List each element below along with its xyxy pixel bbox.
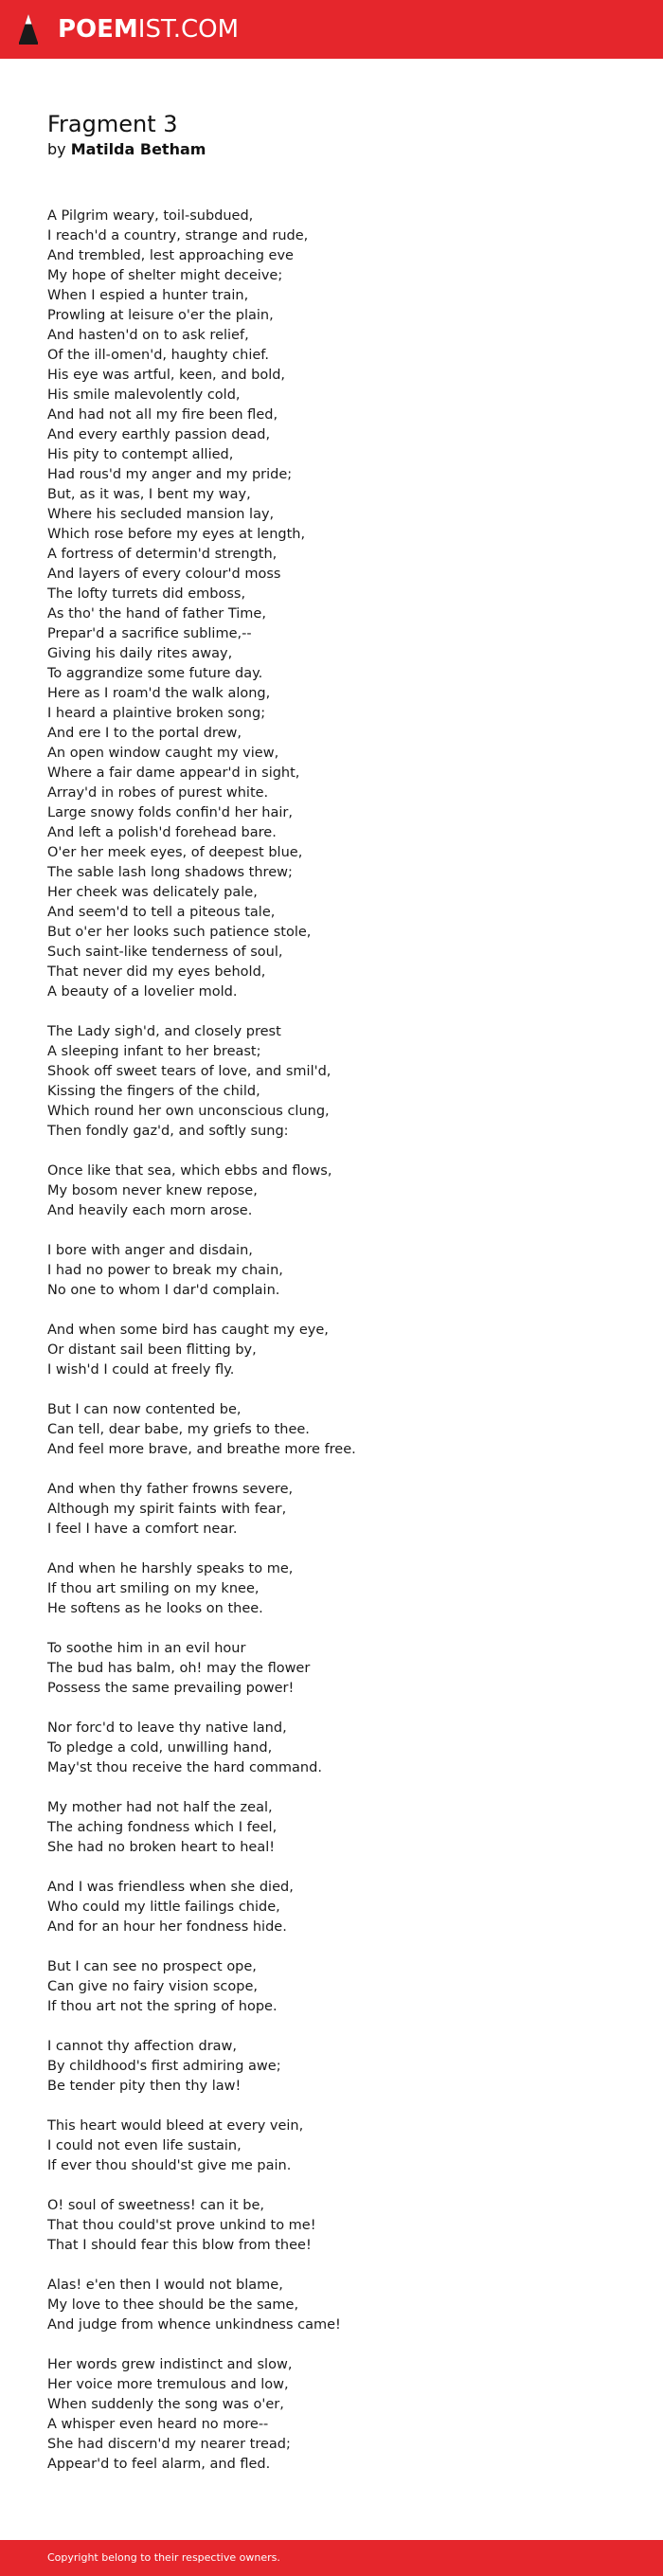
stanza bbox=[47, 1400, 635, 1460]
poem-line: A sleeping infant to her breast; bbox=[47, 1044, 261, 1059]
poem-line: And layers of every colour'd moss bbox=[47, 567, 281, 582]
poem-line: Array'd in robes of purest white. bbox=[47, 785, 269, 801]
stanza-gap bbox=[47, 1858, 635, 1878]
poem-line: And for an hour her fondness hide. bbox=[47, 1919, 287, 1935]
logo-light-text: IST.COM bbox=[137, 15, 240, 44]
poem-line: Giving his daily rites away, bbox=[47, 646, 233, 661]
poem-line: By childhood's first admiring awe; bbox=[47, 2059, 281, 2074]
byline bbox=[47, 140, 206, 159]
stanza-gap bbox=[47, 1778, 635, 1798]
stanza bbox=[47, 2037, 635, 2097]
poem-line: The aching fondness which I feel, bbox=[47, 1820, 278, 1835]
poem-line: If thou art smiling on my knee, bbox=[47, 1581, 260, 1596]
stanza-gap bbox=[47, 1221, 635, 1241]
stanza bbox=[47, 1719, 635, 1778]
poem-line: Her voice more tremulous and low, bbox=[47, 2377, 289, 2392]
stanza bbox=[47, 1559, 635, 1619]
poem-line: O! soul of sweetness! can it be, bbox=[47, 2198, 264, 2213]
site-logo[interactable] bbox=[58, 15, 239, 44]
poem-line: Can tell, dear babe, my griefs to thee. bbox=[47, 1422, 310, 1437]
site-header bbox=[0, 0, 663, 59]
poem-line: She had no broken heart to heal! bbox=[47, 1840, 276, 1855]
poem-line: A whisper even heard no more-- bbox=[47, 2417, 269, 2432]
stanza-gap bbox=[47, 1699, 635, 1719]
stanza-gap bbox=[47, 2335, 635, 2355]
poem-line: His smile malevolently cold, bbox=[47, 387, 241, 403]
stanza bbox=[47, 1022, 635, 1142]
by-label: by bbox=[47, 140, 66, 158]
poem-line: That never did my eyes behold, bbox=[47, 964, 266, 980]
stanza-gap bbox=[47, 1540, 635, 1559]
poem-line: And I was friendless when she died, bbox=[47, 1880, 294, 1895]
poem-line: The Lady sigh'd, and closely prest bbox=[47, 1024, 281, 1039]
poem-line: The lofty turrets did emboss, bbox=[47, 586, 246, 602]
poem-line: And when some bird has caught my eye, bbox=[47, 1323, 329, 1338]
poem-line: I reach'd a country, strange and rude, bbox=[47, 228, 309, 243]
poem-line: My bosom never knew repose, bbox=[47, 1183, 258, 1198]
poem-line: And had not all my fire been fled, bbox=[47, 407, 278, 423]
poem-line: And feel more brave, and breathe more free. bbox=[47, 1442, 356, 1457]
poem-line: I heard a plaintive broken song; bbox=[47, 706, 266, 721]
stanza-gap bbox=[47, 2097, 635, 2117]
stanza-gap bbox=[47, 1619, 635, 1639]
pencil-tip-icon[interactable] bbox=[17, 12, 40, 46]
poem-line: When suddenly the song was o'er, bbox=[47, 2397, 284, 2412]
poem-line: Which round her own unconscious clung, bbox=[47, 1104, 330, 1119]
poem-line: Can give no fairy vision scope, bbox=[47, 1979, 258, 1994]
poem-line: If ever thou should'st give me pain. bbox=[47, 2158, 292, 2173]
stanza bbox=[47, 1957, 635, 2017]
poem-line: But I can see no prospect ope, bbox=[47, 1959, 257, 1974]
poem-line: But o'er her looks such patience stole, bbox=[47, 925, 312, 940]
poem-line: Shook off sweet tears of love, and smil'd, bbox=[47, 1064, 332, 1079]
poem-line: When I espied a hunter train, bbox=[47, 288, 249, 303]
poem-line: Of the ill-omen'd, haughty chief. bbox=[47, 348, 269, 363]
poem-line: And when thy father frowns severe, bbox=[47, 1482, 294, 1497]
author-name[interactable]: Matilda Betham bbox=[70, 140, 206, 158]
stanza-gap bbox=[47, 2176, 635, 2196]
poem-line: I feel I have a comfort near. bbox=[47, 1522, 238, 1537]
poem-line: Large snowy folds confin'd her hair, bbox=[47, 805, 293, 820]
poem-line: A fortress of determin'd strength, bbox=[47, 547, 278, 562]
stanza bbox=[47, 1878, 635, 1937]
poem-line: And hasten'd on to ask relief, bbox=[47, 328, 249, 343]
poem-line: But, as it was, I bent my way, bbox=[47, 487, 251, 502]
poem-line: Nor forc'd to leave thy native land, bbox=[47, 1720, 287, 1736]
poem-line: He softens as he looks on thee. bbox=[47, 1601, 263, 1616]
stanza bbox=[47, 2355, 635, 2475]
poem-line: The sable lash long shadows threw; bbox=[47, 865, 293, 880]
poem-line: If thou art not the spring of hope. bbox=[47, 1999, 278, 2014]
stanza bbox=[47, 1639, 635, 1699]
poem-line: The bud has balm, oh! may the flower bbox=[47, 1661, 311, 1676]
stanza bbox=[47, 2117, 635, 2176]
poem-line: She had discern'd my nearer tread; bbox=[47, 2437, 291, 2452]
poem-line: Once like that sea, which ebbs and flows, bbox=[47, 1163, 332, 1179]
poem-line: Where a fair dame appear'd in sight, bbox=[47, 766, 300, 781]
poem-line: Although my spirit faints with fear, bbox=[47, 1502, 287, 1517]
stanza bbox=[47, 1241, 635, 1301]
poem-line: I cannot thy affection draw, bbox=[47, 2039, 238, 2054]
poem-line: Her words grew indistinct and slow, bbox=[47, 2357, 293, 2372]
poem-line: That thou could'st prove unkind to me! bbox=[47, 2218, 316, 2233]
logo-bold-text: POEM bbox=[58, 15, 138, 44]
poem-line: I wish'd I could at freely fly. bbox=[47, 1362, 235, 1378]
poem-line: I could not even life sustain, bbox=[47, 2138, 242, 2153]
stanza-gap bbox=[47, 1142, 635, 1162]
stanza-gap bbox=[47, 1301, 635, 1321]
poem-line: And judge from whence unkindness came! bbox=[47, 2317, 341, 2333]
stanza-gap bbox=[47, 2017, 635, 2037]
poem-line: May'st thou receive the hard command. bbox=[47, 1760, 322, 1775]
poem-line: To pledge a cold, unwilling hand, bbox=[47, 1740, 273, 1756]
poem-line: And trembled, lest approaching eve bbox=[47, 248, 294, 263]
stanza bbox=[47, 1321, 635, 1380]
poem-line: Possess the same prevailing power! bbox=[47, 1681, 295, 1696]
stanza-gap bbox=[47, 1460, 635, 1480]
poem-line: Prepar'd a sacrifice sublime,-- bbox=[47, 626, 252, 641]
poem-line: I bore with anger and disdain, bbox=[47, 1243, 253, 1258]
poem-line: My mother had not half the zeal, bbox=[47, 1800, 273, 1815]
poem-line: Or distant sail been flitting by, bbox=[47, 1342, 257, 1358]
poem-line: Her cheek was delicately pale, bbox=[47, 885, 258, 900]
poem-line: And ere I to the portal drew, bbox=[47, 726, 242, 741]
poem-line: Which rose before my eyes at length, bbox=[47, 527, 306, 542]
poem-line: And heavily each morn arose. bbox=[47, 1203, 253, 1218]
poem-line: As tho' the hand of father Time, bbox=[47, 606, 266, 621]
poem-line: Where his secluded mansion lay, bbox=[47, 507, 275, 522]
poem-title: Fragment 3 bbox=[47, 111, 178, 137]
poem-line: Had rous'd my anger and my pride; bbox=[47, 467, 293, 482]
stanza bbox=[47, 1480, 635, 1540]
poem-line: Be tender pity then thy law! bbox=[47, 2079, 242, 2094]
poem-line: Here as I roam'd the walk along, bbox=[47, 686, 271, 701]
poem-line: Who could my little failings chide, bbox=[47, 1900, 280, 1915]
stanza bbox=[47, 1798, 635, 1858]
poem-line: No one to whom I dar'd complain. bbox=[47, 1283, 280, 1298]
poem-line: An open window caught my view, bbox=[47, 746, 279, 761]
poem-line: His eye was artful, keen, and bold, bbox=[47, 368, 286, 383]
stanza-gap bbox=[47, 1002, 635, 1022]
stanza bbox=[47, 1162, 635, 1221]
poem-line: And when he harshly speaks to me, bbox=[47, 1561, 294, 1576]
poem-line: Such saint-like tenderness of soul, bbox=[47, 945, 283, 960]
poem-body bbox=[47, 207, 635, 2475]
stanza-gap bbox=[47, 1937, 635, 1957]
poem-line: And left a polish'd forehead bare. bbox=[47, 825, 277, 840]
stanza bbox=[47, 207, 635, 1002]
poem-line: O'er her meek eyes, of deepest blue, bbox=[47, 845, 303, 860]
poem-line: My love to thee should be the same, bbox=[47, 2297, 299, 2313]
stanza-gap bbox=[47, 2256, 635, 2276]
poem-line: To aggrandize some future day. bbox=[47, 666, 263, 681]
stanza bbox=[47, 2196, 635, 2256]
stanza bbox=[47, 2276, 635, 2335]
poem-line: My hope of shelter might deceive; bbox=[47, 268, 283, 283]
poem-line: Alas! e'en then I would not blame, bbox=[47, 2278, 283, 2293]
poem-line: Kissing the fingers of the child, bbox=[47, 1084, 260, 1099]
stanza-gap bbox=[47, 1380, 635, 1400]
poem-line: This heart would bleed at every vein, bbox=[47, 2118, 304, 2134]
poem-line: And seem'd to tell a piteous tale, bbox=[47, 905, 276, 920]
site-footer bbox=[0, 2540, 663, 2576]
poem-line: Prowling at leisure o'er the plain, bbox=[47, 308, 274, 323]
poem-line: And every earthly passion dead, bbox=[47, 427, 271, 442]
poem-line: I had no power to break my chain, bbox=[47, 1263, 283, 1278]
poem-line: Appear'd to feel alarm, and fled. bbox=[47, 2457, 271, 2472]
poem-line: His pity to contempt allied, bbox=[47, 447, 234, 462]
poem-line: To soothe him in an evil hour bbox=[47, 1641, 246, 1656]
poem-line: But I can now contented be, bbox=[47, 1402, 242, 1417]
poem-line: Then fondly gaz'd, and softly sung: bbox=[47, 1124, 289, 1139]
copyright-text: Copyright belong to their respective owners. bbox=[47, 2551, 280, 2564]
poem-line: A beauty of a lovelier mold. bbox=[47, 984, 238, 1000]
poem-line: A Pilgrim weary, toil-subdued, bbox=[47, 208, 254, 224]
poem-line: That I should fear this blow from thee! bbox=[47, 2238, 312, 2253]
